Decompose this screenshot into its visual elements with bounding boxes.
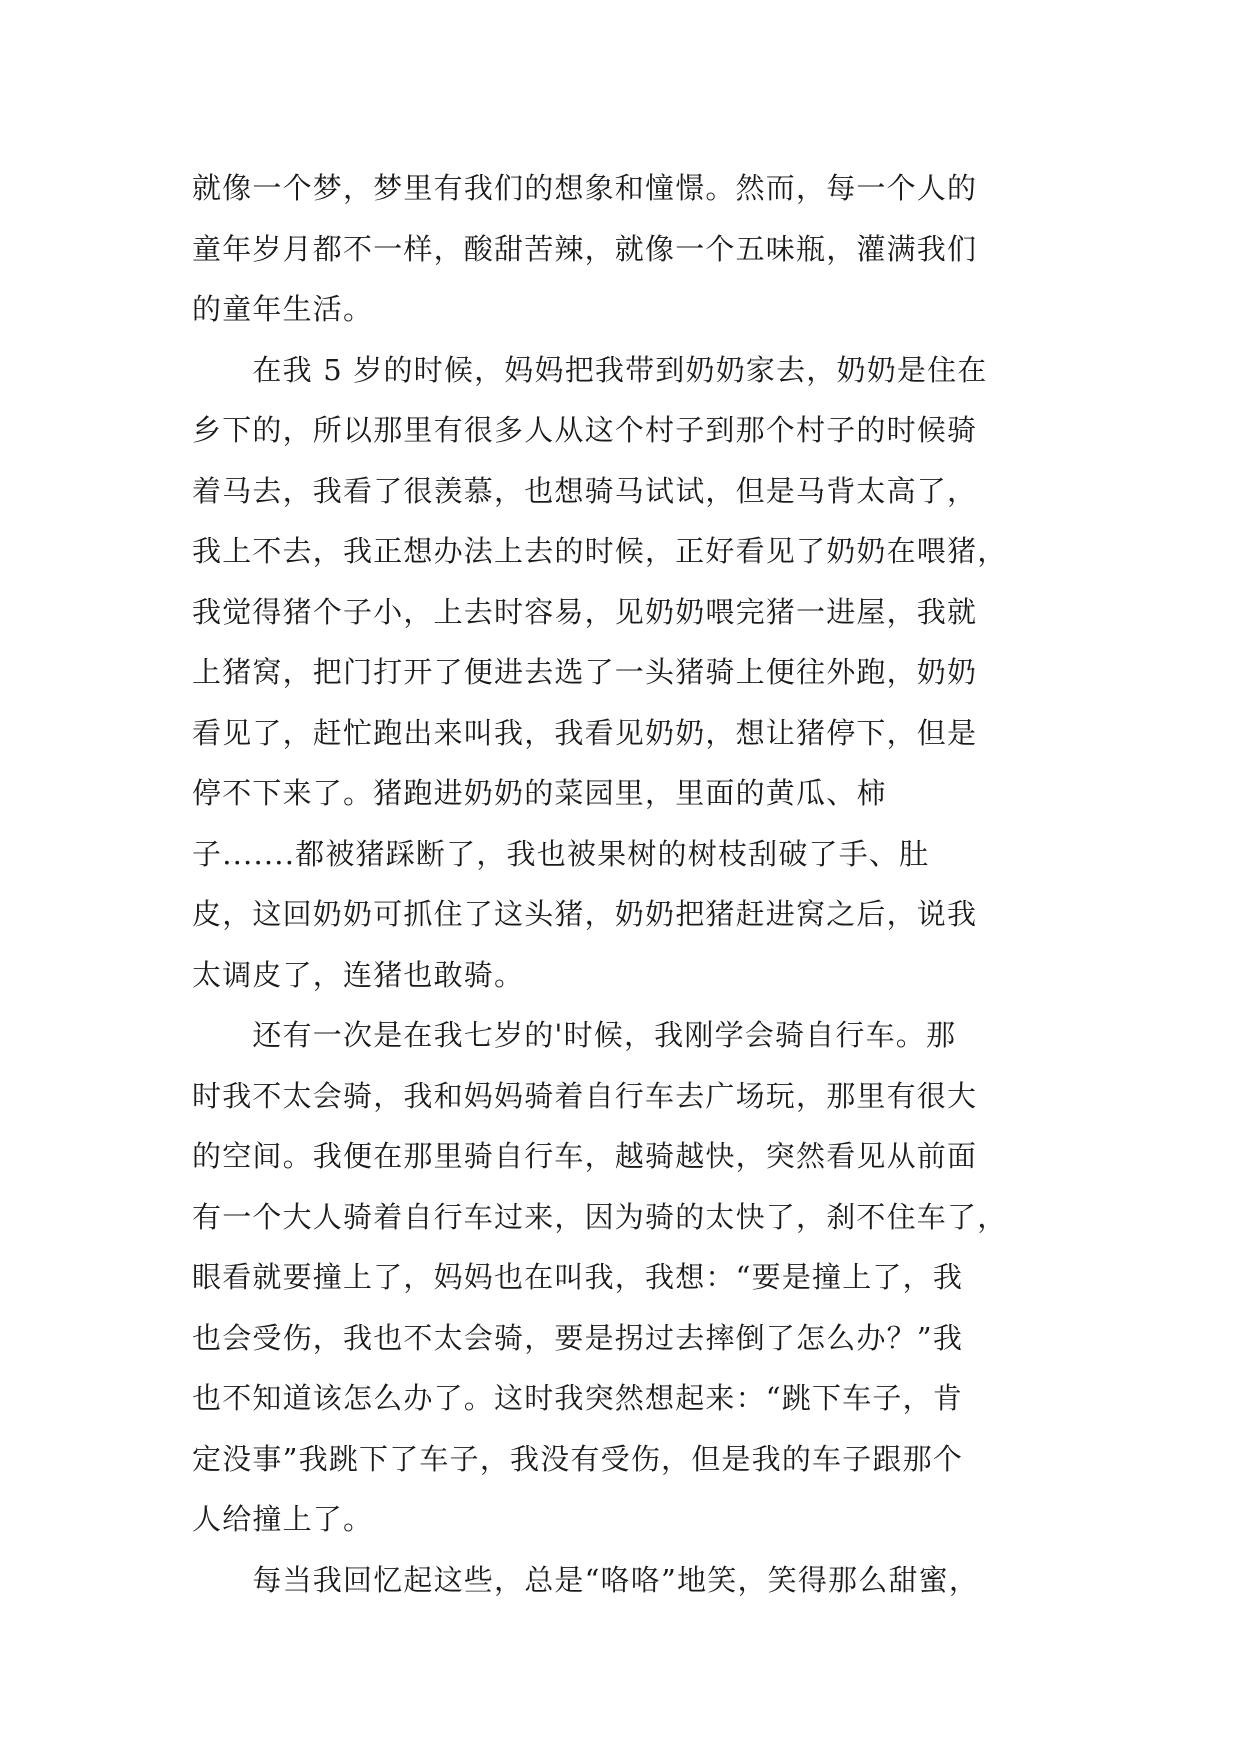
text-line: 乡下的，所以那里有很多人从这个村子到那个村子的时候骑: [192, 413, 978, 447]
text-line: 的空间。我便在那里骑自行车，越骑越快，突然看见从前面: [192, 1139, 978, 1173]
text-line: 太调皮了，连猪也敢骑。: [192, 957, 525, 992]
document-body: [192, 158, 1068, 1610]
text-line: 定没事”我跳下了车子，我没有受伤，但是我的车子跟那个: [192, 1441, 964, 1476]
text-line: 我觉得猪个子小，上去时容易，见奶奶喂完猪一进屋，我就: [192, 594, 978, 629]
text-line: 有一个大人骑着自行车过来，因为骑的太快了，刹不住车了，: [192, 1199, 1008, 1234]
text-line: 停不下来了。猪跑进奶奶的菜园里，里面的黄瓜、柿: [192, 776, 887, 810]
text-line: 子.......都被猪踩断了，我也被果树的树枝刮破了手、肚: [192, 836, 930, 871]
paragraph-start-line: 在我 5 岁的时候，妈妈把我带到奶奶家去，奶奶是住在: [192, 352, 988, 387]
text-line: 的童年生活。: [192, 292, 374, 326]
text-line: 时我不太会骑，我和妈妈骑着自行车去广场玩，那里有很大: [192, 1078, 978, 1113]
text-line: 着马去，我看了很羡慕，也想骑马试试，但是马背太高了，: [192, 473, 978, 508]
text-line: 皮，这回奶奶可抓住了这头猪，奶奶把猪赶进窝之后，说我: [192, 897, 978, 931]
text-line: 上猪窝，把门打开了便进去选了一头猪骑上便往外跑，奶奶: [192, 655, 978, 689]
text-line: 我上不去，我正想办法上去的时候，正好看见了奶奶在喂猪，: [192, 534, 1008, 568]
text-line: 就像一个梦，梦里有我们的想象和憧憬。然而，每一个人的: [192, 171, 978, 205]
text-line: 人给撞上了。: [192, 1502, 374, 1536]
paragraph-start-line: 还有一次是在我七岁的'时候，我刚学会骑自行车。那: [192, 1018, 957, 1052]
text-line: 童年岁月都不一样，酸甜苦辣，就像一个五味瓶，灌满我们: [192, 231, 978, 266]
paragraph-start-line: 每当我回忆起这些，总是“咯咯”地笑，笑得那么甜蜜，: [192, 1562, 980, 1597]
text-line: 看见了，赶忙跑出来叫我，我看见奶奶，想让猪停下，但是: [192, 715, 978, 750]
text-line: 也会受伤，我也不太会骑，要是拐过去摔倒了怎么办？”我: [192, 1320, 964, 1355]
text-line: 也不知道该怎么办了。这时我突然想起来：“跳下车子，肯: [192, 1381, 964, 1415]
text-line: 眼看就要撞上了，妈妈也在叫我，我想：“要是撞上了，我: [192, 1260, 964, 1294]
